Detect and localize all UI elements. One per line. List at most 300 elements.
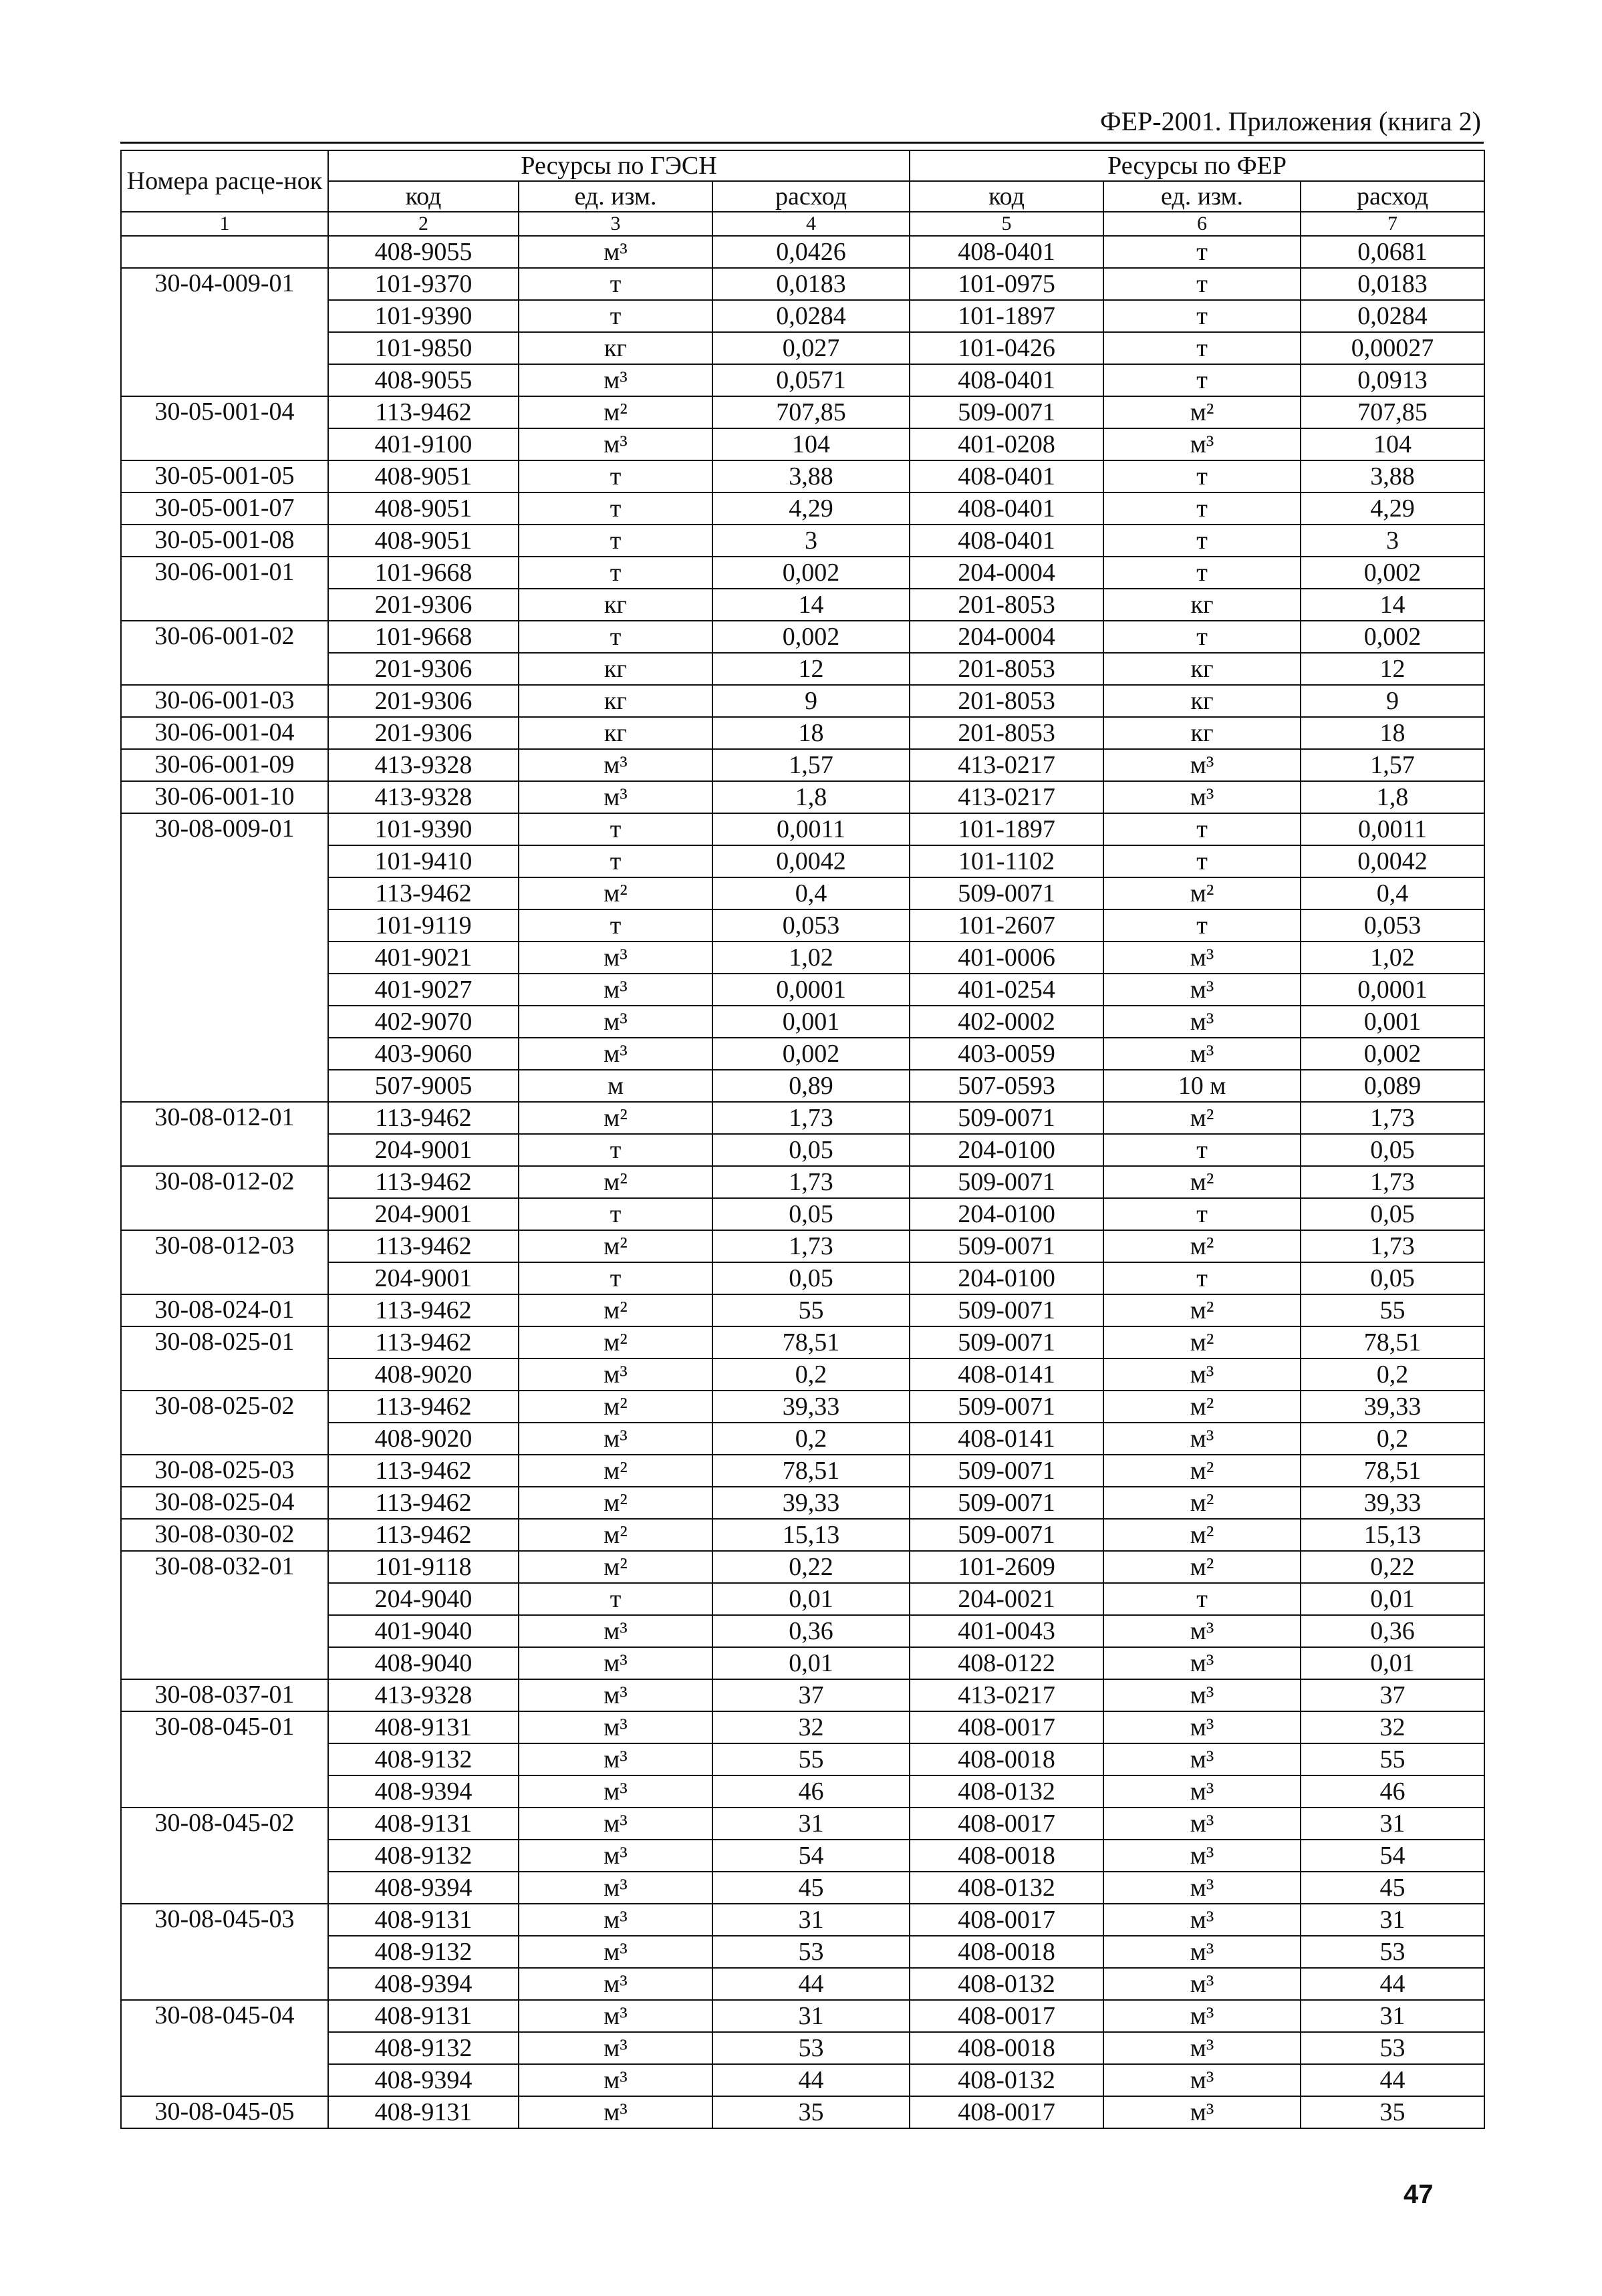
sub-header: код bbox=[910, 181, 1103, 212]
table-cell: 204-9040 bbox=[328, 1583, 519, 1615]
table-cell: м³ bbox=[519, 1936, 712, 1968]
table-cell: 401-0254 bbox=[910, 974, 1103, 1006]
norm-number-cell: 30-08-045-02 bbox=[121, 1808, 328, 1904]
table-cell: м³ bbox=[519, 942, 712, 974]
table-cell: 408-9394 bbox=[328, 1872, 519, 1904]
table-row bbox=[121, 236, 1484, 268]
table-cell: кг bbox=[1103, 653, 1301, 685]
table-cell: 401-0208 bbox=[910, 428, 1103, 460]
table-row bbox=[121, 396, 1484, 428]
table-cell: 201-8053 bbox=[910, 653, 1103, 685]
table-cell: 1,57 bbox=[1301, 749, 1484, 781]
table-cell: м² bbox=[1103, 396, 1301, 428]
table-cell: м³ bbox=[519, 1006, 712, 1038]
col-number: 3 bbox=[519, 212, 712, 236]
table-cell: м² bbox=[519, 1294, 712, 1326]
table-cell: т bbox=[1103, 460, 1301, 492]
norm-number-cell: 30-08-012-03 bbox=[121, 1230, 328, 1294]
table-cell: т bbox=[1103, 300, 1301, 332]
table-cell: 0,001 bbox=[1301, 1006, 1484, 1038]
table-cell: м³ bbox=[1103, 1872, 1301, 1904]
table-cell: т bbox=[519, 1134, 712, 1166]
table-cell: м³ bbox=[519, 2000, 712, 2032]
table-cell: м² bbox=[1103, 1551, 1301, 1583]
table-cell: м² bbox=[1103, 1294, 1301, 1326]
table-cell: 0,01 bbox=[1301, 1647, 1484, 1679]
table-cell: 32 bbox=[1301, 1711, 1484, 1743]
table-cell: 201-9306 bbox=[328, 589, 519, 621]
table-cell: м³ bbox=[519, 2064, 712, 2096]
table-cell: 408-0132 bbox=[910, 2064, 1103, 2096]
table-cell: м³ bbox=[1103, 428, 1301, 460]
table-cell: 403-0059 bbox=[910, 1038, 1103, 1070]
table-cell: 204-9001 bbox=[328, 1262, 519, 1294]
table-cell: м³ bbox=[1103, 2096, 1301, 2128]
table-cell: м³ bbox=[1103, 2032, 1301, 2064]
norm-number-cell: 30-06-001-02 bbox=[121, 621, 328, 685]
table-cell: 0,002 bbox=[1301, 1038, 1484, 1070]
table-cell: 113-9462 bbox=[328, 396, 519, 428]
table-cell: м³ bbox=[1103, 2064, 1301, 2096]
table-row bbox=[121, 525, 1484, 557]
table-cell: 0,2 bbox=[1301, 1423, 1484, 1455]
table-cell: 53 bbox=[712, 2032, 910, 2064]
table-cell: 408-9131 bbox=[328, 1711, 519, 1743]
norm-number-cell: 30-08-025-02 bbox=[121, 1391, 328, 1455]
table-cell: 54 bbox=[712, 1840, 910, 1872]
table-cell: м³ bbox=[1103, 1006, 1301, 1038]
table-cell: 201-9306 bbox=[328, 653, 519, 685]
table-cell: м³ bbox=[519, 1808, 712, 1840]
table-cell: 509-0071 bbox=[910, 1102, 1103, 1134]
table-cell: 113-9462 bbox=[328, 1166, 519, 1198]
table-cell: м³ bbox=[519, 1038, 712, 1070]
table-row bbox=[121, 685, 1484, 717]
norm-number-cell: 30-05-001-05 bbox=[121, 460, 328, 492]
table-cell: 408-9394 bbox=[328, 2064, 519, 2096]
table-cell: м³ bbox=[519, 1840, 712, 1872]
table-cell: 101-0426 bbox=[910, 332, 1103, 364]
table-cell: 408-9040 bbox=[328, 1647, 519, 1679]
table-cell: т bbox=[1103, 525, 1301, 557]
table-cell: 39,33 bbox=[712, 1391, 910, 1423]
table-cell: м² bbox=[1103, 1102, 1301, 1134]
resources-table bbox=[120, 150, 1485, 2129]
table-cell: 403-9060 bbox=[328, 1038, 519, 1070]
table-cell: 113-9462 bbox=[328, 1102, 519, 1134]
table-cell: м³ bbox=[1103, 974, 1301, 1006]
running-header: ФЕР-2001. Приложения (книга 2) bbox=[1100, 106, 1481, 136]
table-cell: 408-0017 bbox=[910, 1711, 1103, 1743]
table-cell: 0,01 bbox=[712, 1647, 910, 1679]
table-cell: м³ bbox=[519, 428, 712, 460]
table-row bbox=[121, 781, 1484, 813]
sub-header: расход bbox=[1301, 181, 1484, 212]
norm-number-cell: 30-05-001-04 bbox=[121, 396, 328, 460]
table-cell: 408-0017 bbox=[910, 2000, 1103, 2032]
table-body bbox=[121, 236, 1484, 2128]
table-cell: т bbox=[1103, 492, 1301, 525]
table-cell: 45 bbox=[1301, 1872, 1484, 1904]
norm-number-cell: 30-06-001-03 bbox=[121, 685, 328, 717]
table-cell: т bbox=[519, 525, 712, 557]
table-cell: м³ bbox=[519, 1358, 712, 1391]
table-cell: 0,00027 bbox=[1301, 332, 1484, 364]
table-cell: 408-0401 bbox=[910, 525, 1103, 557]
table-cell: м³ bbox=[519, 1615, 712, 1647]
table-cell: 113-9462 bbox=[328, 1326, 519, 1358]
table-cell: 0,0681 bbox=[1301, 236, 1484, 268]
table-cell: 401-0006 bbox=[910, 942, 1103, 974]
table-cell: 0,0284 bbox=[1301, 300, 1484, 332]
table-cell: 3 bbox=[1301, 525, 1484, 557]
table-cell: 0,002 bbox=[712, 621, 910, 653]
table-cell: м³ bbox=[519, 1711, 712, 1743]
table-cell: 55 bbox=[1301, 1294, 1484, 1326]
table-row bbox=[121, 1487, 1484, 1519]
table-cell: 408-0018 bbox=[910, 2032, 1103, 2064]
table-cell: кг bbox=[1103, 685, 1301, 717]
table-cell: 0,0426 bbox=[712, 236, 910, 268]
table-cell: кг bbox=[1103, 589, 1301, 621]
table-cell: 408-9055 bbox=[328, 236, 519, 268]
table-cell: 0,0001 bbox=[1301, 974, 1484, 1006]
table-cell: м³ bbox=[1103, 1904, 1301, 1936]
table-cell: 46 bbox=[1301, 1775, 1484, 1808]
table-cell: м³ bbox=[1103, 749, 1301, 781]
table-cell: 0,002 bbox=[1301, 557, 1484, 589]
table-cell: 408-0141 bbox=[910, 1423, 1103, 1455]
table-cell: 509-0071 bbox=[910, 1391, 1103, 1423]
table-cell: 101-9119 bbox=[328, 909, 519, 942]
table-cell: 1,73 bbox=[712, 1102, 910, 1134]
table-cell: т bbox=[1103, 236, 1301, 268]
table-cell: м³ bbox=[519, 2032, 712, 2064]
table-row bbox=[121, 1679, 1484, 1711]
table-cell: 14 bbox=[712, 589, 910, 621]
table-cell: 0,01 bbox=[1301, 1583, 1484, 1615]
table-cell: 39,33 bbox=[1301, 1391, 1484, 1423]
table-cell: м³ bbox=[519, 236, 712, 268]
table-cell: 0,0183 bbox=[1301, 268, 1484, 300]
table-cell: 4,29 bbox=[712, 492, 910, 525]
table-cell: м³ bbox=[519, 2096, 712, 2128]
table-cell: м² bbox=[1103, 877, 1301, 909]
table-cell: 0,22 bbox=[712, 1551, 910, 1583]
table-cell: 113-9462 bbox=[328, 1391, 519, 1423]
table-cell: м² bbox=[519, 877, 712, 909]
table-cell: 509-0071 bbox=[910, 1166, 1103, 1198]
table-cell: т bbox=[1103, 845, 1301, 877]
table-cell: м² bbox=[519, 1166, 712, 1198]
table-cell: м² bbox=[519, 1487, 712, 1519]
table-cell: м³ bbox=[1103, 1840, 1301, 1872]
table-cell: 201-9306 bbox=[328, 717, 519, 749]
table-cell: 408-0018 bbox=[910, 1743, 1103, 1775]
col-number: 7 bbox=[1301, 212, 1484, 236]
table-cell: 0,2 bbox=[712, 1358, 910, 1391]
table-cell: м³ bbox=[1103, 1647, 1301, 1679]
table-cell: т bbox=[1103, 1134, 1301, 1166]
table-cell: 1,73 bbox=[712, 1230, 910, 1262]
norm-number-cell: 30-06-001-04 bbox=[121, 717, 328, 749]
table-cell: 1,57 bbox=[712, 749, 910, 781]
table-row bbox=[121, 1551, 1484, 1583]
norm-number-cell: 30-06-001-01 bbox=[121, 557, 328, 621]
table-cell: 39,33 bbox=[1301, 1487, 1484, 1519]
table-cell: м² bbox=[519, 1519, 712, 1551]
table-cell: 0,053 bbox=[1301, 909, 1484, 942]
table-cell: 101-9668 bbox=[328, 557, 519, 589]
table-row bbox=[121, 1519, 1484, 1551]
table-cell: м³ bbox=[519, 1968, 712, 2000]
table-cell: т bbox=[1103, 909, 1301, 942]
table-cell: 204-0100 bbox=[910, 1262, 1103, 1294]
table-row bbox=[121, 1294, 1484, 1326]
table-cell: 31 bbox=[712, 1904, 910, 1936]
table-row bbox=[121, 2000, 1484, 2032]
table-cell: 1,02 bbox=[1301, 942, 1484, 974]
table-cell: 0,0913 bbox=[1301, 364, 1484, 396]
table-cell: т bbox=[519, 557, 712, 589]
table-cell: кг bbox=[1103, 717, 1301, 749]
table-cell: 0,2 bbox=[712, 1423, 910, 1455]
table-row bbox=[121, 621, 1484, 653]
table-cell: 101-0975 bbox=[910, 268, 1103, 300]
table-cell: 18 bbox=[1301, 717, 1484, 749]
table-cell: 113-9462 bbox=[328, 1519, 519, 1551]
table-cell: т bbox=[519, 621, 712, 653]
table-cell: 0,05 bbox=[1301, 1198, 1484, 1230]
table-cell: 12 bbox=[1301, 653, 1484, 685]
table-cell: 113-9462 bbox=[328, 1294, 519, 1326]
table-cell: 408-9131 bbox=[328, 1904, 519, 1936]
table-cell: 0,0011 bbox=[1301, 813, 1484, 845]
table-cell: т bbox=[1103, 557, 1301, 589]
table-cell: 113-9462 bbox=[328, 1455, 519, 1487]
table-cell: 32 bbox=[712, 1711, 910, 1743]
table-row bbox=[121, 1904, 1484, 1936]
sub-header: ед. изм. bbox=[519, 181, 712, 212]
table-cell: 413-0217 bbox=[910, 749, 1103, 781]
table-cell: 408-9051 bbox=[328, 525, 519, 557]
table-cell: м³ bbox=[1103, 1423, 1301, 1455]
table-cell: 37 bbox=[1301, 1679, 1484, 1711]
table-cell: 12 bbox=[712, 653, 910, 685]
table-cell: т bbox=[1103, 1198, 1301, 1230]
table-cell: м³ bbox=[1103, 942, 1301, 974]
table-cell: 0,053 bbox=[712, 909, 910, 942]
table-cell: 408-9131 bbox=[328, 2000, 519, 2032]
table-cell: кг bbox=[519, 589, 712, 621]
norm-number-cell: 30-08-012-01 bbox=[121, 1102, 328, 1166]
table-cell: 0,0284 bbox=[712, 300, 910, 332]
table-cell: 408-9394 bbox=[328, 1968, 519, 2000]
table-cell: 101-9668 bbox=[328, 621, 519, 653]
table-cell: 78,51 bbox=[712, 1326, 910, 1358]
table-cell: 101-9390 bbox=[328, 813, 519, 845]
table-cell: 707,85 bbox=[1301, 396, 1484, 428]
group-fer-header: Ресурсы по ФЕР bbox=[910, 150, 1484, 181]
table-cell: 408-0401 bbox=[910, 492, 1103, 525]
norm-number-cell: 30-08-045-04 bbox=[121, 2000, 328, 2096]
table-cell: т bbox=[519, 909, 712, 942]
table-cell: 401-0043 bbox=[910, 1615, 1103, 1647]
table-cell: 413-9328 bbox=[328, 1679, 519, 1711]
table-cell: 101-2607 bbox=[910, 909, 1103, 942]
table-cell: м³ bbox=[519, 1743, 712, 1775]
table-cell: 204-0100 bbox=[910, 1198, 1103, 1230]
table-row bbox=[121, 1166, 1484, 1198]
norm-number-cell: 30-08-012-02 bbox=[121, 1166, 328, 1230]
table-cell: м³ bbox=[1103, 1775, 1301, 1808]
table-cell: 408-0132 bbox=[910, 1872, 1103, 1904]
table-cell: 408-9131 bbox=[328, 1808, 519, 1840]
table-cell: м² bbox=[1103, 1487, 1301, 1519]
table-cell: 31 bbox=[712, 2000, 910, 2032]
table-cell: 78,51 bbox=[1301, 1455, 1484, 1487]
table-cell: 408-0132 bbox=[910, 1968, 1103, 2000]
norm-number-cell: 30-08-037-01 bbox=[121, 1679, 328, 1711]
table-cell: м³ bbox=[1103, 1358, 1301, 1391]
table-cell: 204-9001 bbox=[328, 1134, 519, 1166]
table-cell: 201-8053 bbox=[910, 717, 1103, 749]
table-cell: т bbox=[519, 268, 712, 300]
norm-number-cell: 30-08-025-03 bbox=[121, 1455, 328, 1487]
table-cell: м³ bbox=[1103, 1038, 1301, 1070]
table-cell: 507-0593 bbox=[910, 1070, 1103, 1102]
table-cell: 0,05 bbox=[1301, 1262, 1484, 1294]
table-cell: 1,73 bbox=[1301, 1102, 1484, 1134]
table-row bbox=[121, 813, 1484, 845]
col-norm-header: Номера расце-нок bbox=[121, 150, 328, 212]
table-cell: 44 bbox=[712, 1968, 910, 2000]
table-cell: т bbox=[1103, 1262, 1301, 1294]
table-row bbox=[121, 557, 1484, 589]
table-cell: 31 bbox=[1301, 1904, 1484, 1936]
table-cell: 201-9306 bbox=[328, 685, 519, 717]
table-cell: м³ bbox=[1103, 1615, 1301, 1647]
table-cell: 408-0401 bbox=[910, 364, 1103, 396]
table-cell: 55 bbox=[1301, 1743, 1484, 1775]
table-cell: м bbox=[519, 1070, 712, 1102]
table-cell: м³ bbox=[519, 781, 712, 813]
table-cell: 408-0018 bbox=[910, 1936, 1103, 1968]
table-cell: 0,002 bbox=[712, 557, 910, 589]
col-number: 5 bbox=[910, 212, 1103, 236]
table-cell: 101-9410 bbox=[328, 845, 519, 877]
table-cell: 401-9040 bbox=[328, 1615, 519, 1647]
table-cell: 401-9027 bbox=[328, 974, 519, 1006]
table-row bbox=[121, 1326, 1484, 1358]
col-number: 2 bbox=[328, 212, 519, 236]
table-cell: 45 bbox=[712, 1872, 910, 1904]
table-row bbox=[121, 717, 1484, 749]
table-cell: 9 bbox=[1301, 685, 1484, 717]
table-cell: 0,05 bbox=[712, 1198, 910, 1230]
table-cell: 9 bbox=[712, 685, 910, 717]
table-cell: м² bbox=[519, 1230, 712, 1262]
table-cell: т bbox=[1103, 268, 1301, 300]
table-cell: м² bbox=[1103, 1519, 1301, 1551]
table-cell: 35 bbox=[712, 2096, 910, 2128]
table-cell: 10 м bbox=[1103, 1070, 1301, 1102]
sub-header: код bbox=[328, 181, 519, 212]
table-cell: 104 bbox=[1301, 428, 1484, 460]
table-cell: 408-0141 bbox=[910, 1358, 1103, 1391]
table-cell: 507-9005 bbox=[328, 1070, 519, 1102]
table-cell: 408-0018 bbox=[910, 1840, 1103, 1872]
table-cell: 408-0401 bbox=[910, 460, 1103, 492]
table-cell: 0,027 bbox=[712, 332, 910, 364]
table-cell: 204-0004 bbox=[910, 557, 1103, 589]
table-cell: 104 bbox=[712, 428, 910, 460]
table-cell: 113-9462 bbox=[328, 877, 519, 909]
table-cell: т bbox=[1103, 1583, 1301, 1615]
norm-number-cell: 30-06-001-09 bbox=[121, 749, 328, 781]
table-cell: м³ bbox=[519, 1872, 712, 1904]
table-cell: 1,73 bbox=[1301, 1166, 1484, 1198]
table-cell: 1,8 bbox=[712, 781, 910, 813]
table-cell: кг bbox=[519, 653, 712, 685]
table-row bbox=[121, 1230, 1484, 1262]
table-cell: 402-9070 bbox=[328, 1006, 519, 1038]
table-cell: 0,0042 bbox=[1301, 845, 1484, 877]
norm-number-cell: 30-08-045-05 bbox=[121, 2096, 328, 2128]
table-cell: 0,01 bbox=[712, 1583, 910, 1615]
table-cell: 101-9850 bbox=[328, 332, 519, 364]
table-cell: 0,089 bbox=[1301, 1070, 1484, 1102]
table-cell: 408-0132 bbox=[910, 1775, 1103, 1808]
table-cell: 101-1897 bbox=[910, 813, 1103, 845]
table-row bbox=[121, 492, 1484, 525]
table-cell: 31 bbox=[1301, 1808, 1484, 1840]
table-cell: 408-9020 bbox=[328, 1358, 519, 1391]
norm-number-cell: 30-08-030-02 bbox=[121, 1519, 328, 1551]
table-cell: т bbox=[519, 813, 712, 845]
table-cell: 44 bbox=[1301, 1968, 1484, 2000]
table-cell: 4,29 bbox=[1301, 492, 1484, 525]
table-cell: 401-9100 bbox=[328, 428, 519, 460]
table-cell: 101-9370 bbox=[328, 268, 519, 300]
table-cell: м² bbox=[1103, 1230, 1301, 1262]
table-cell: 408-9131 bbox=[328, 2096, 519, 2128]
table-cell: 0,36 bbox=[712, 1615, 910, 1647]
table-cell: 408-9051 bbox=[328, 460, 519, 492]
table-cell: 37 bbox=[712, 1679, 910, 1711]
table-cell: 0,2 bbox=[1301, 1358, 1484, 1391]
table-cell: 0,002 bbox=[712, 1038, 910, 1070]
table-cell: т bbox=[519, 1198, 712, 1230]
table-cell: 0,0571 bbox=[712, 364, 910, 396]
table-row bbox=[121, 2096, 1484, 2128]
table-cell: 44 bbox=[712, 2064, 910, 2096]
table-cell: т bbox=[519, 492, 712, 525]
table-cell: м² bbox=[519, 1102, 712, 1134]
table-cell: 101-9118 bbox=[328, 1551, 519, 1583]
col-number: 1 bbox=[121, 212, 328, 236]
table-cell: кг bbox=[519, 685, 712, 717]
table-cell: м³ bbox=[1103, 781, 1301, 813]
table-cell: 408-9051 bbox=[328, 492, 519, 525]
norm-number-cell: 30-05-001-07 bbox=[121, 492, 328, 525]
sub-header: расход bbox=[712, 181, 910, 212]
header-rule bbox=[120, 142, 1484, 144]
table-cell: 201-8053 bbox=[910, 685, 1103, 717]
table-cell: т bbox=[519, 300, 712, 332]
table-cell: 3,88 bbox=[1301, 460, 1484, 492]
table-cell: 204-0100 bbox=[910, 1134, 1103, 1166]
